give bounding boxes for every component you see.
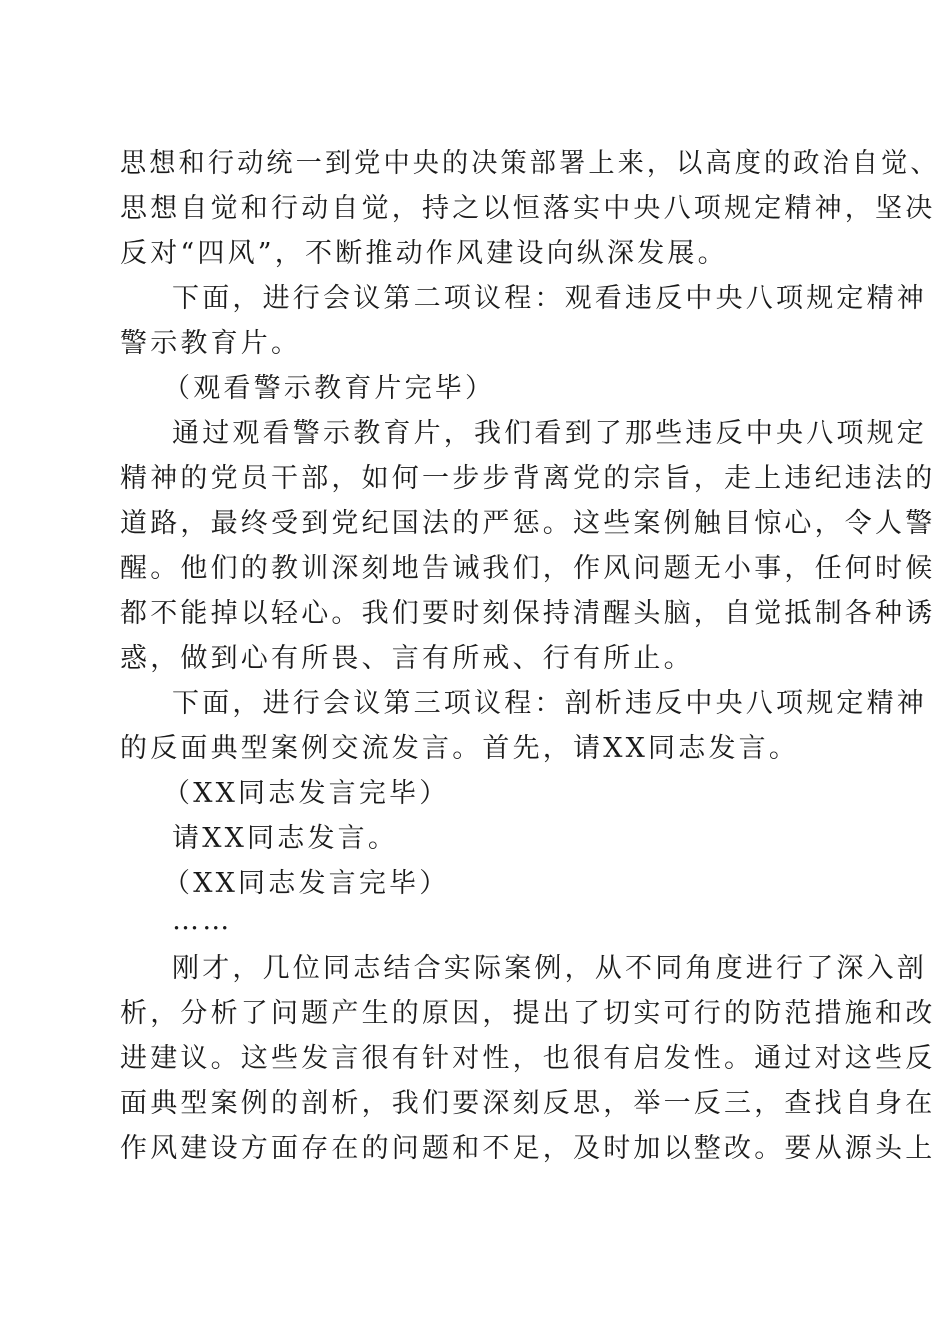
text-line: 面典型案例的剖析，我们要深刻反思，举一反三，查找自身在 [120, 1088, 936, 1119]
text-line: 思想自觉和行动自觉，持之以恒落实中央八项规定精神，坚决 [120, 193, 936, 224]
text-line: 惑，做到心有所畏、言有所戒、行有所止。 [120, 643, 694, 674]
text-line: 请XX同志发言。 [172, 823, 399, 854]
text-line: （XX同志发言完毕） [163, 868, 450, 899]
text-line: 醒。他们的教训深刻地告诫我们，作风问题无小事，任何时候 [120, 553, 936, 584]
text-line: 下面，进行会议第三项议程：剖析违反中央八项规定精神 [172, 688, 927, 719]
text-line: 都不能掉以轻心。我们要时刻保持清醒头脑，自觉抵制各种诱 [120, 598, 936, 629]
text-line: 精神的党员干部，如何一步步背离党的宗旨，走上违纪违法的 [120, 463, 936, 494]
text-line: 思想和行动统一到党中央的决策部署上来，以高度的政治自觉、 [120, 148, 940, 179]
text-line: 警示教育片。 [120, 328, 302, 359]
text-line: 作风建设方面存在的问题和不足，及时加以整改。要从源头上 [120, 1133, 936, 1164]
text-line: 下面，进行会议第二项议程：观看违反中央八项规定精神 [172, 283, 927, 314]
text-line: 析，分析了问题产生的原因，提出了切实可行的防范措施和改 [120, 998, 936, 1029]
text-line: 刚才，几位同志结合实际案例，从不同角度进行了深入剖 [172, 953, 927, 984]
text-line: 反对“四风”，不断推动作风建设向纵深发展。 [120, 238, 728, 269]
text-line: 道路，最终受到党纪国法的严惩。这些案例触目惊心，令人警 [120, 508, 936, 539]
text-line: …… [172, 905, 233, 936]
text-line: 通过观看警示教育片，我们看到了那些违反中央八项规定 [172, 418, 927, 449]
text-line: （XX同志发言完毕） [163, 778, 450, 809]
text-line: （观看警示教育片完毕） [163, 373, 496, 404]
text-line: 进建议。这些发言很有针对性，也很有启发性。通过对这些反 [120, 1043, 936, 1074]
text-line: 的反面典型案例交流发言。首先，请XX同志发言。 [120, 733, 800, 764]
